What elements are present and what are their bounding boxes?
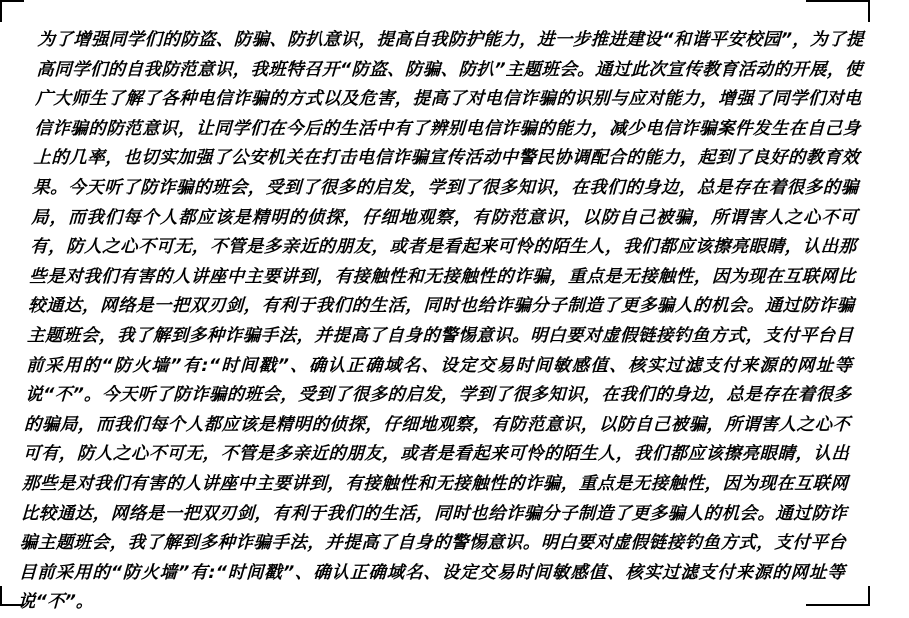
page-corner-mark-top-left <box>0 0 24 22</box>
page-corner-mark-top-right <box>806 0 870 22</box>
document-paragraph: 为了增强同学们的防盗、防骗、防扒意识，提高自我防护能力，进一步推进建设“和谐平安校园”，为了提高同学们的自我防范意识，我班特召开“防盗、防骗、防扒”主题班会。通过此次宣传教育活动的开展，使广大师生了解了各种电信诈骗的方式以及危害，提高了对电信诈骗的识别与应对能力，增强了同学们对电信诈骗的防范意识，让同学们在今后的生活中有了辨别电信诈骗的能力，减少电信诈骗案件发生在自己身上的几率，也切实加强了公安机关在打击电信诈骗宣传活动中警民协调配合的能力，起到了良好的教育效果。今天听了防诈骗的班会，受到了很多的启发，学到了很多知识，在我们的身边，总是存在着很多的骗局，而我们每个人都应该是精明的侦探，仔细地观察，有防范意识，以防自己被骗，所谓害人之心不可有，防人之心不可无，不管是多亲近的朋友，或者是看起来可怜的陌生人，我们都应该擦亮眼睛，认出那些是对我们有害的人讲座中主要讲到，有接触性和无接触性的诈骗，重点是无接触性，因为现在互联网比较通达，网络是一把双刃剑，有利于我们的生活，同时也给诈骗分子制造了更多骗人的机会。通过防诈骗主题班会，我了解到多种诈骗手法，并提高了自身的警惕意识。明白要对虚假链接钓鱼方式，支付平台目前采用的“防火墙”有:“时间戳”、确认正确域名、设定交易时间敏感值、核实过滤支付来源的网址等说“不”。今天听了防诈骗的班会，受到了很多的启发，学到了很多知识，在我们的身边，总是存在着很多的骗局，而我们每个人都应该是精明的侦探，仔细地观察，有防范意识，以防自己被骗，所谓害人之心不可有，防人之心不可无，不管是多亲近的朋友，或者是看起来可怜的陌生人，我们都应该擦亮眼睛，认出那些是对我们有害的人讲座中主要讲到，有接触性和无接触性的诈骗，重点是无接触性，因为现在互联网比较通达，网络是一把双刃剑，有利于我们的生活，同时也给诈骗分子制造了更多骗人的机会。通过防诈骗主题班会，我了解到多种诈骗手法，并提高了自身的警惕意识。明白要对虚假链接钓鱼方式，支付平台目前采用的“防火墙”有:“时间戳”、确认正确域名、设定交易时间敏感值、核实过滤支付来源的网址等说“不”。 <box>17 30 864 613</box>
document-body <box>17 26 864 613</box>
